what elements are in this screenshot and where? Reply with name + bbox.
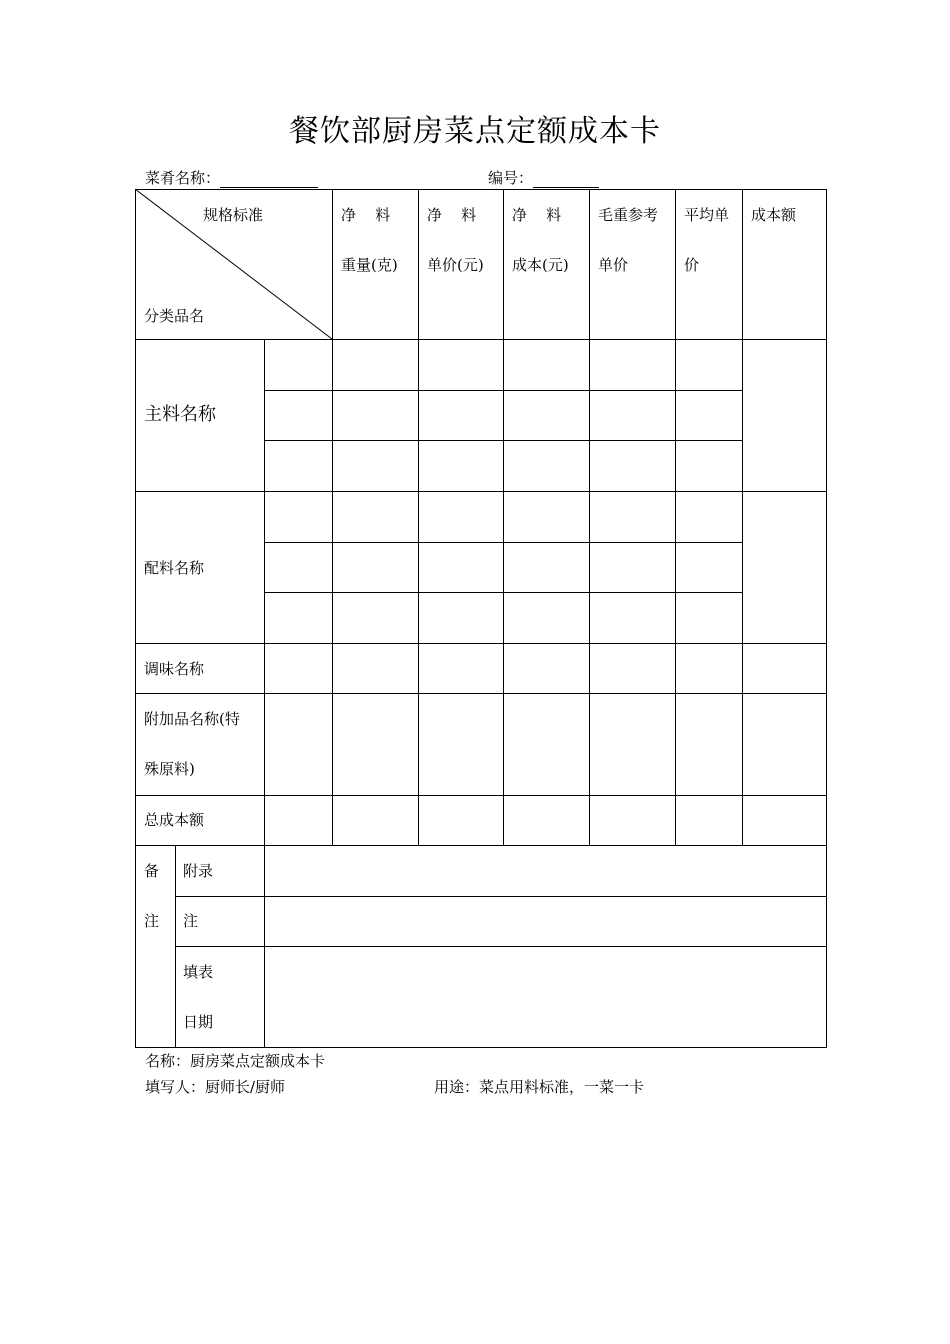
remarks-fill-date-line1: 填表 [183,963,214,981]
dish-name-field [145,167,318,188]
row-side-ingredient: 配料名称 [144,559,205,577]
col-cost-amount: 成本额 [751,206,797,224]
row-total-cost: 总成本额 [144,811,205,829]
dish-name-label: 菜肴名称： [145,169,221,187]
remarks-label-line2: 注 [144,912,160,930]
number-label: 编号： [488,169,534,187]
col-net-unit-price-line2: 单价(元) [427,256,484,274]
row-main-ingredient: 主料名称 [144,404,216,425]
number-field [488,167,599,188]
col-gross-ref-line2: 单价 [598,256,629,274]
col-net-weight-line2: 重量(克) [341,256,398,274]
footer-filler: 填写人：厨师长/厨师 [145,1078,286,1096]
remarks-appendix: 附录 [183,862,214,880]
row-seasoning: 调味名称 [144,660,205,678]
footer-name: 名称：厨房菜点定额成本卡 [145,1052,326,1070]
footer-usage: 用途：菜点用料标准，一菜一卡 [434,1078,645,1096]
row-addon-line1: 附加品名称(特 [144,710,240,728]
header-spec-standard: 规格标准 [203,206,264,224]
row-addon-line2: 殊原料) [144,760,195,778]
page-title: 餐饮部厨房菜点定额成本卡 [289,114,661,149]
dish-name-blank [220,171,318,188]
col-net-cost-line2: 成本(元) [512,256,569,274]
col-net-unit-price-line1: 净 料 [427,206,477,224]
col-gross-ref-line1: 毛重参考 [598,206,659,224]
header-category-name: 分类品名 [144,307,205,325]
cost-card-table [135,189,827,1048]
col-net-cost-line1: 净 料 [512,206,562,224]
remarks-fill-date-line2: 日期 [183,1013,214,1031]
col-avg-price-line2: 价 [684,256,700,274]
remarks-label-line1: 备 [144,862,160,880]
col-net-weight-line1: 净 料 [341,206,391,224]
remarks-note: 注 [183,912,199,930]
col-avg-price-line1: 平均单 [684,206,730,224]
number-blank [533,171,599,188]
